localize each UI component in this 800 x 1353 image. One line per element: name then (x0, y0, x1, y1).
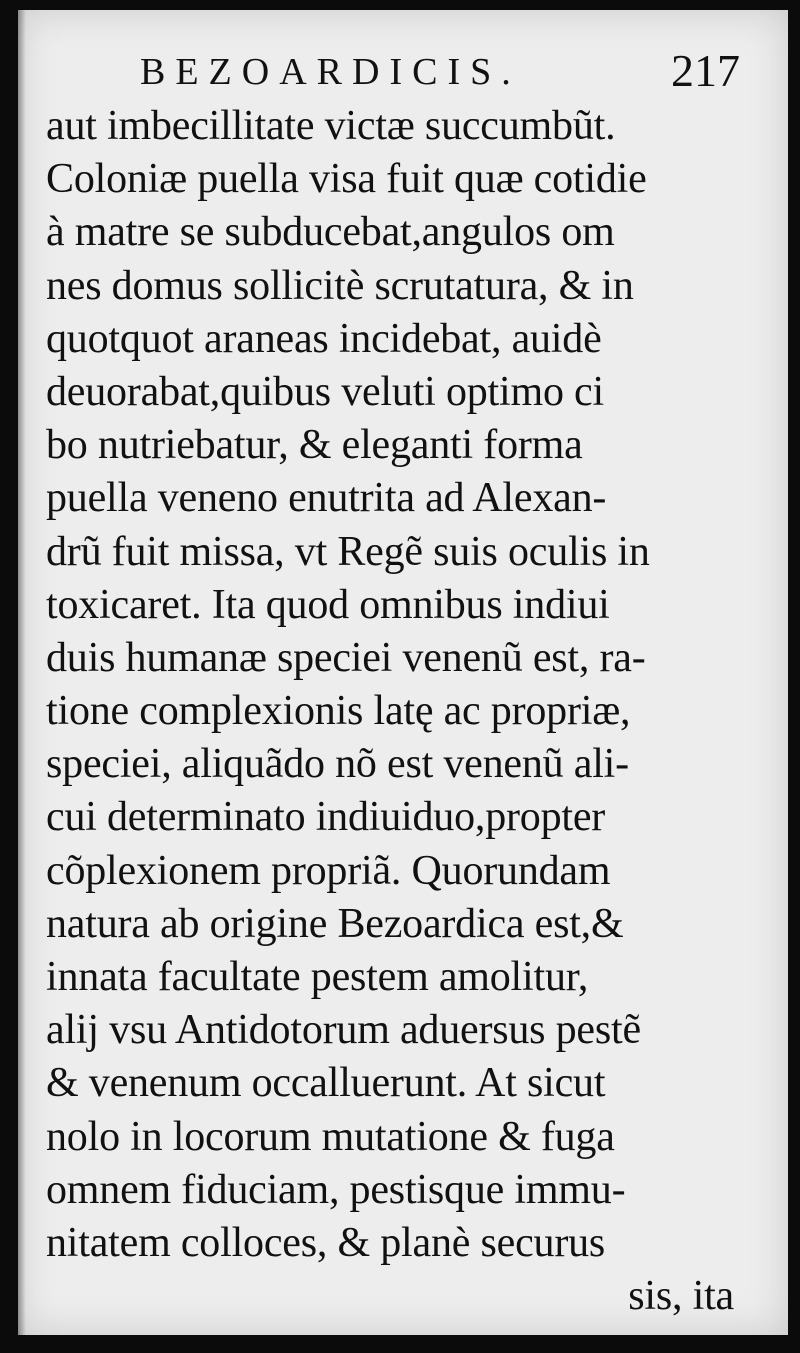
text-line-catchword: sis, ita (628, 1273, 734, 1320)
text-line: deuorabat,quibus veluti optimo ci (46, 368, 604, 415)
text-line: toxicaret. Ita quod omnibus indiui (46, 581, 610, 628)
page-gutter-shadow (18, 10, 26, 1335)
body-text (46, 100, 746, 1323)
text-line: Coloniæ puella visa fuit quæ cotidie (46, 156, 647, 203)
text-line: & venenum occalluerunt. At sicut (46, 1060, 606, 1107)
text-line: tione complexionis latę ac propriæ, (46, 688, 631, 735)
text-line: duis humanæ speciei venenũ est, ra- (46, 634, 646, 681)
text-line: natura ab origine Bezoardica est,& (46, 900, 624, 947)
text-line: bo nutriebatur, & eleganti forma (46, 422, 583, 469)
text-line: aut imbecillitate victæ succumbũt. (46, 103, 616, 149)
text-line: à matre se subducebat,angulos om (46, 209, 615, 256)
page-number: 217 (671, 45, 740, 96)
text-line: alij vsu Antidotorum aduersus pestẽ (46, 1007, 641, 1054)
text-line: innata facultate pestem amolitur, (46, 954, 589, 1000)
text-line: cui determinato indiuiduo,propter (46, 794, 606, 841)
running-head (140, 44, 740, 100)
text-line: nolo in locorum mutatione & fuga (46, 1113, 615, 1160)
text-line: nitatem colloces, & planè securus (46, 1219, 606, 1266)
text-line: quotquot araneas incidebat, auidè (46, 315, 602, 362)
text-line: speciei, aliquãdo nõ est venenũ ali- (46, 741, 629, 788)
text-line: cõplexionem propriã. Quorundam (46, 847, 611, 894)
running-title: BEZOARDICIS. (140, 51, 521, 93)
text-line: puella veneno enutrita ad Alexan- (46, 475, 607, 522)
text-line: nes domus sollicitè scrutatura, & in (46, 262, 634, 309)
text-line: drũ fuit missa, vt Regẽ suis oculis in (46, 528, 650, 575)
text-line: omnem fiduciam, pestisque immu- (46, 1166, 626, 1213)
